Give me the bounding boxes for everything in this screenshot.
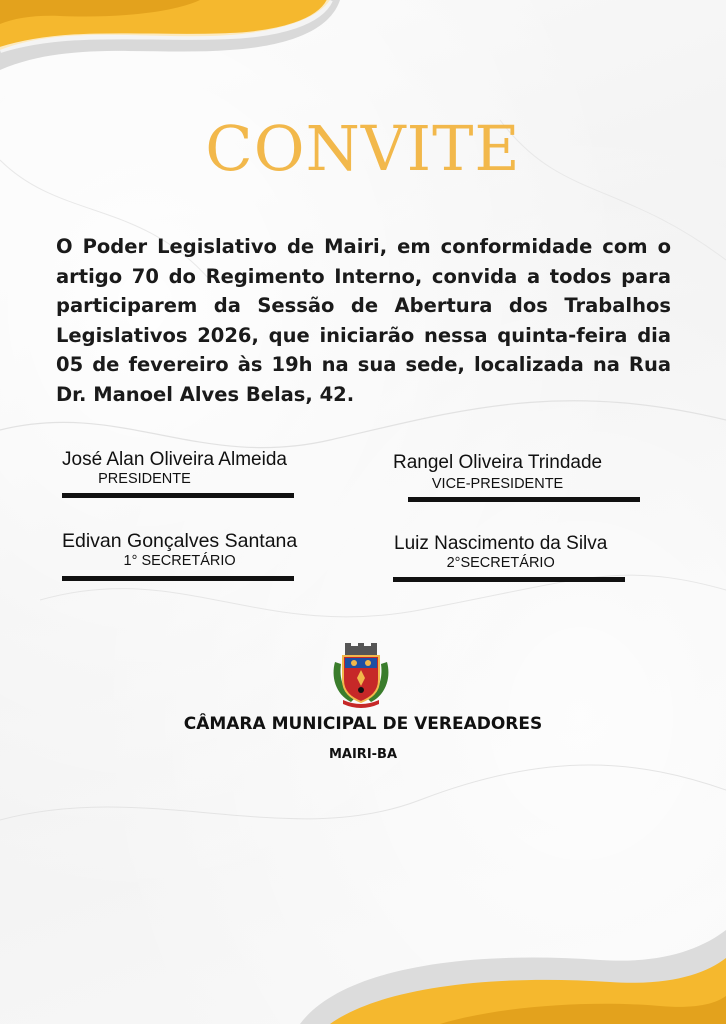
signature-president xyxy=(62,449,287,487)
signature-first-secretary xyxy=(62,530,297,569)
signature-line xyxy=(408,497,640,502)
top-left-wave-decoration xyxy=(0,0,360,90)
invitation-title: CONVITE xyxy=(205,112,521,185)
organization-name: CÂMARA MUNICIPAL DE VEREADORES xyxy=(183,714,543,734)
signature-vice-president xyxy=(393,452,602,492)
signature-name: José Alan Oliveira Almeida xyxy=(62,449,287,470)
signature-role: 2°SECRETÁRIO xyxy=(446,555,555,571)
invitation-body: O Poder Legislativo de Mairi, em conformidade com o artigo 70 do Regimento Interno, convida a todos para participarem da Sessão de Abertura dos Trabalhos Legislativos 2026, que iniciarão nessa quinta-feira dia 05 de fevereiro às 19h na sua sede, localizada na Rua Dr. Manoel Alves Belas, 42. xyxy=(56,235,671,406)
signature-line xyxy=(62,493,294,498)
signature-role: 1° SECRETÁRIO xyxy=(123,553,236,569)
signature-name: Luiz Nascimento da Silva xyxy=(394,533,608,554)
signature-name: Edivan Gonçalves Santana xyxy=(62,530,298,552)
signature-second-secretary xyxy=(394,533,607,571)
municipal-coat-of-arms-icon xyxy=(329,642,393,708)
organization-city: MAIRI-BA xyxy=(328,747,398,762)
signature-line xyxy=(62,576,294,581)
signature-role: VICE-PRESIDENTE xyxy=(431,476,564,492)
bottom-right-wave-decoration xyxy=(300,930,726,1024)
signature-role: PRESIDENTE xyxy=(98,471,191,487)
signature-line xyxy=(393,577,625,582)
signature-name: Rangel Oliveira Trindade xyxy=(393,452,603,473)
